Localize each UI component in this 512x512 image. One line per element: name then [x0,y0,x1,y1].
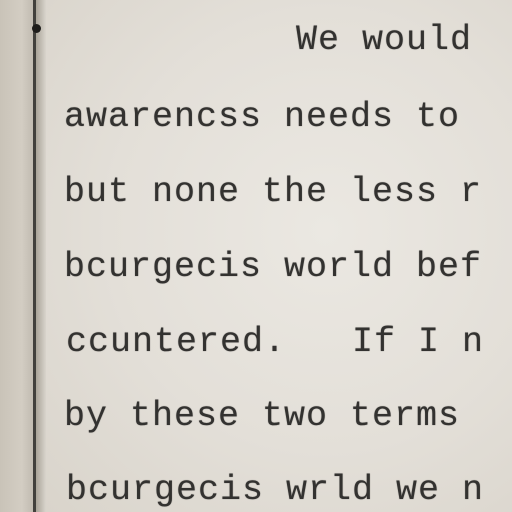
text-line-2: awarencss needs to [64,97,461,137]
text-line-3: but none the less r [64,172,483,212]
text-line-6: by these two terms [64,396,461,436]
text-line-1: We would [296,20,473,60]
text-line-4: bcurgecis world bef [64,247,483,287]
text-line-7: bcurgecis wrld we n [66,470,485,510]
text-line-5: ccuntered. If I n [66,322,485,362]
